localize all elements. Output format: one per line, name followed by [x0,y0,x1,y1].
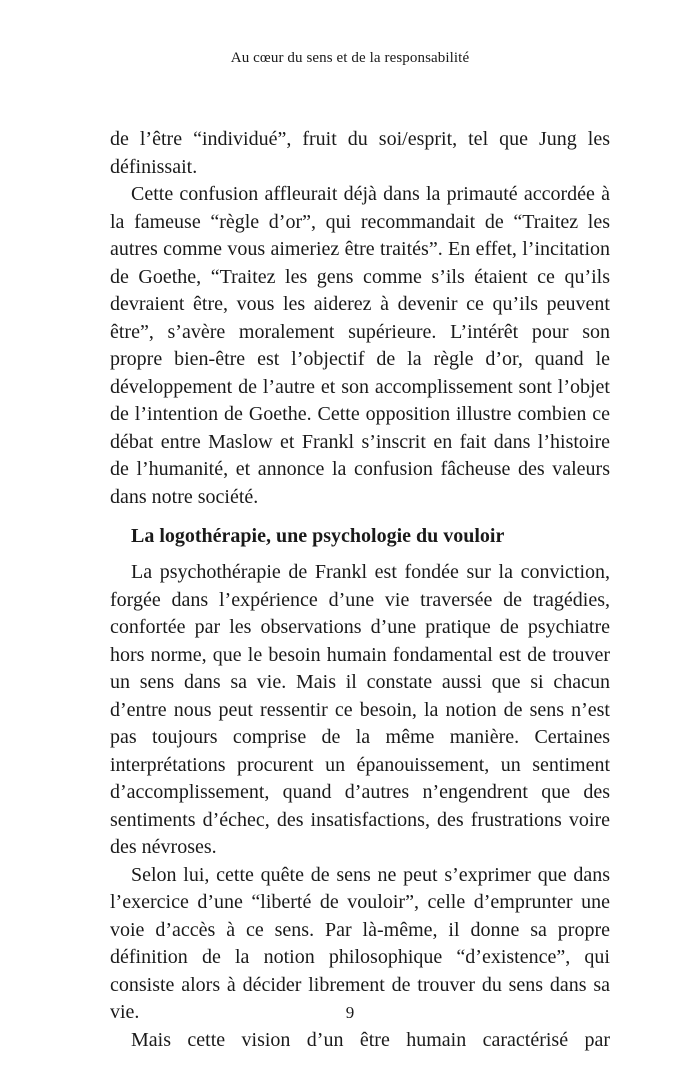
paragraph-frankl-psychotherapy: La psychothérapie de Frankl est fondée sur la conviction, forgée dans l’expérience d’une vie traversée de tragédies, confortée par les observations d’une pratique de psychiatre hors norme, que le besoin humain fondamental est de trouver un sens dans sa vie. Mais il constate aussi que si chacun d’entre nous peut ressentir ce besoin, la notion de sens n’est pas toujours comprise de la même manière. Certaines interprétations procurent un épanouissement, un sentiment d’accomplissement, quand d’autres n’engendrent que des sentiments d’échec, des insatisfactions, des frustrations voire des névroses. [110,561,610,858]
paragraph-golden-rule: Cette confusion affleurait déjà dans la primauté accordée à la fameuse “règle d’or”, qui recommandait de “Traitez les autres comme vous aimeriez être traités”. En effet, l’incitation de Goethe, “Traitez les gens comme s’ils étaient ce qu’ils devraient être, vous les aiderez à devenir ce qu’ils peuvent être”, s’avère moralement supérieure. L’intérêt pour son propre bien-être est l’objectif de la règle d’or, quand le développement de l’autre et son accomplissement sont l’objet de l’intention de Goethe. Cette opposition illustre combien ce débat entre Maslow et Frankl s’inscrit en fait dans l’histoire de l’humanité, et annonce la confusion fâcheuse des valeurs dans notre société. [110,183,610,508]
paragraph-freedom-of-will: Selon lui, cette quête de sens ne peut s’exprimer que dans l’exercice d’une “liberté de vouloir”, celle d’emprunter une voie d’accès à ce sens. Par là-même, il donne sa propre définition de la notion philosophique “d’existence”, qui consiste alors à décider librement de trouver du sens dans sa vie. [110,863,610,1023]
running-header: Au cœur du sens et de la responsabilité [230,50,470,66]
section-heading: La logothérapie, une psychologie du vouloir [131,525,505,547]
page-number: 9 [345,1003,355,1022]
paragraph-trailing: Mais cette vision d’un être humain caractérisé par [131,1028,610,1051]
paragraph-continuation: de l’être “individué”, fruit du soi/esprit, tel que Jung les définissait. [110,128,610,178]
body-text [110,126,610,1054]
